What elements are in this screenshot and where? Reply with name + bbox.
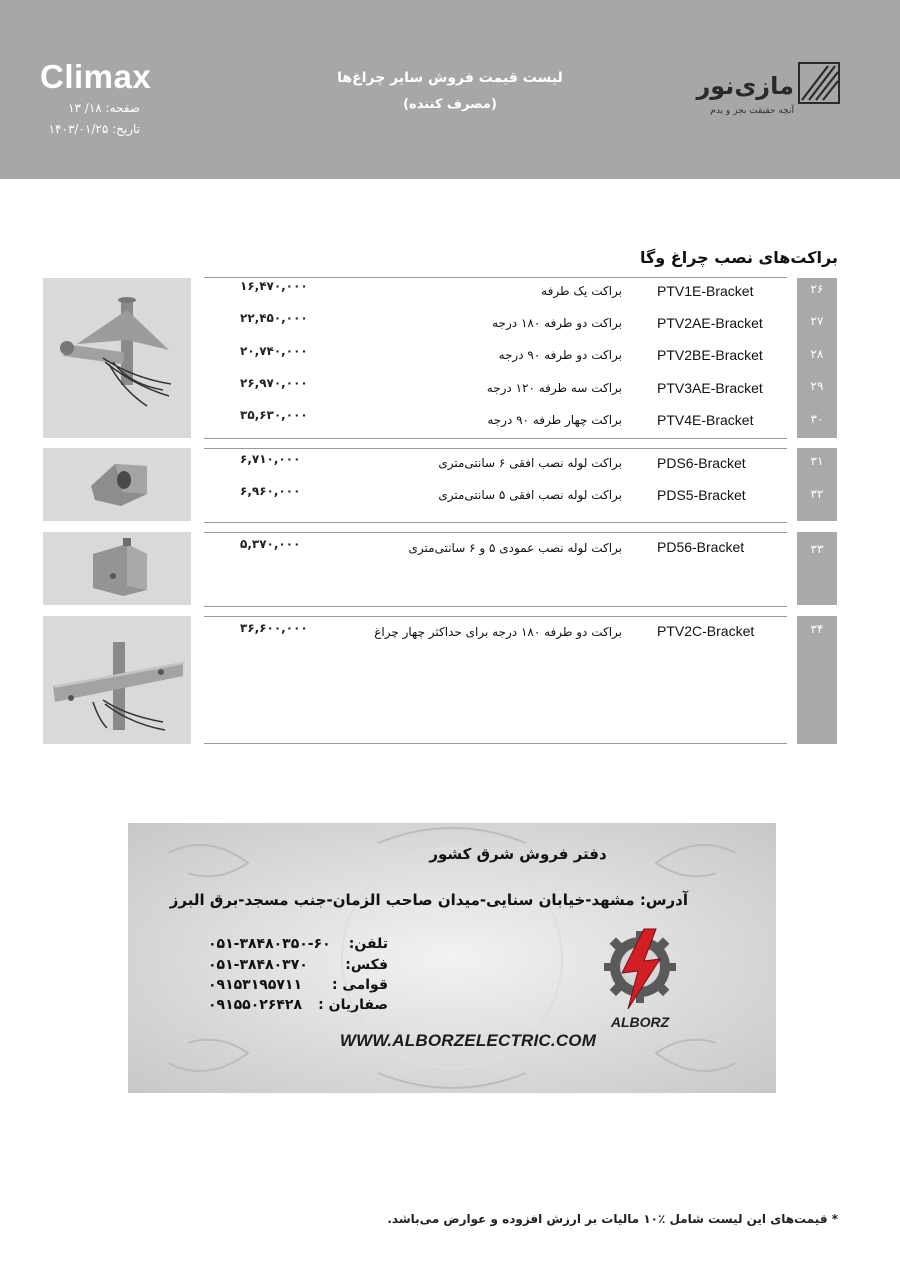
website-link[interactable]: WWW.ALBORZELECTRIC.COM bbox=[339, 1031, 597, 1050]
document-subtitle: (مصرف کننده) bbox=[403, 97, 497, 112]
row-divider bbox=[204, 616, 787, 617]
product-image-ptv2c-bracket bbox=[43, 616, 191, 744]
row-number: ۲۸ bbox=[810, 347, 824, 361]
number-column-group-3 bbox=[797, 532, 837, 605]
row-number: ۳۴ bbox=[810, 622, 824, 636]
product-code: PDS6-Bracket bbox=[657, 455, 746, 471]
office-title: دفتر فروش شرق کشور bbox=[429, 845, 607, 863]
brand-name: Climax bbox=[40, 58, 152, 95]
product-description: براکت لوله نصب افقی ۵ سانتی‌متری bbox=[438, 488, 622, 502]
contact-label: تلفن: bbox=[348, 936, 388, 952]
contact-label: قوامی : bbox=[331, 977, 388, 993]
product-description: براکت دو طرفه ۱۸۰ درجه bbox=[492, 316, 622, 330]
contact-phone bbox=[208, 936, 388, 956]
product-code: PTV2C-Bracket bbox=[657, 623, 755, 639]
row-divider bbox=[204, 532, 787, 533]
row-divider bbox=[204, 438, 787, 439]
product-price: ۶,۹۶۰,۰۰۰ bbox=[240, 484, 301, 498]
product-description: براکت لوله نصب افقی ۶ سانتی‌متری bbox=[438, 456, 622, 470]
product-description: براکت یک طرفه bbox=[541, 284, 622, 298]
product-code: PDS5-Bracket bbox=[657, 487, 746, 503]
contact-ghavami bbox=[208, 977, 388, 997]
row-number: ۳۲ bbox=[810, 487, 824, 501]
row-number: ۲۹ bbox=[810, 379, 824, 393]
tax-footnote: * قیمت‌های این لیست شامل ٪۱۰ مالیات بر ارزش افزوده و عوارض می‌باشد. bbox=[387, 1212, 838, 1226]
product-description: براکت دو طرفه ۹۰ درجه bbox=[498, 348, 622, 362]
sales-office-banner bbox=[128, 823, 776, 1093]
product-code: PTV1E-Bracket bbox=[657, 283, 754, 299]
row-divider bbox=[204, 743, 787, 744]
product-code: PTV4E-Bracket bbox=[657, 412, 754, 428]
product-code: PD56-Bracket bbox=[657, 539, 745, 555]
office-address: آدرس: مشهد-خیابان سنایی-میدان صاحب الزمان-جنب مسجد-برق البرز bbox=[169, 891, 688, 909]
product-description: براکت لوله نصب عمودی ۵ و ۶ سانتی‌متری bbox=[408, 541, 622, 555]
contact-value: ۰۹۱۵۵۰۲۶۴۲۸ bbox=[208, 997, 302, 1013]
row-divider bbox=[204, 277, 787, 278]
row-number: ۳۰ bbox=[810, 412, 824, 426]
bracket-illustration bbox=[43, 278, 191, 438]
product-description: براکت چهار طرفه ۹۰ درجه bbox=[487, 413, 622, 427]
product-price: ۲۶,۹۷۰,۰۰۰ bbox=[240, 376, 308, 390]
row-divider bbox=[204, 448, 787, 449]
page-header bbox=[0, 0, 900, 179]
logo-slogan: آنچه حقیقت بجز و یدم bbox=[710, 106, 794, 116]
row-number: ۲۶ bbox=[810, 282, 824, 296]
product-code: PTV2AE-Bracket bbox=[657, 315, 763, 331]
product-description: براکت سه طرفه ۱۲۰ درجه bbox=[486, 381, 622, 395]
contact-value: ۰۵۱-۳۸۴۸۰۳۷۰ bbox=[208, 957, 308, 973]
product-code: PTV2BE-Bracket bbox=[657, 347, 763, 363]
contact-saffarian bbox=[208, 997, 388, 1017]
section-title: براکت‌های نصب چراغ وگا bbox=[639, 248, 838, 267]
contact-fax bbox=[208, 957, 388, 977]
row-number: ۳۱ bbox=[810, 454, 824, 468]
row-divider bbox=[204, 522, 787, 523]
maxinoor-logo bbox=[697, 58, 842, 128]
product-description: براکت دو طرفه ۱۸۰ درجه برای حداکثر چهار چراغ bbox=[374, 625, 622, 639]
number-column-group-2 bbox=[797, 448, 837, 521]
product-image-pds-bracket bbox=[43, 448, 191, 521]
row-divider bbox=[204, 606, 787, 607]
product-price: ۳۵,۶۳۰,۰۰۰ bbox=[240, 408, 308, 422]
contact-value: ۰۹۱۵۳۱۹۵۷۱۱ bbox=[208, 977, 302, 993]
cross-arm-bracket-illustration bbox=[43, 616, 191, 744]
contact-label: فکس: bbox=[345, 957, 388, 973]
maxinoor-logo-icon bbox=[798, 62, 840, 104]
product-price: ۱۶,۴۷۰,۰۰۰ bbox=[240, 279, 308, 293]
product-code: PTV3AE-Bracket bbox=[657, 380, 763, 396]
row-number: ۳۳ bbox=[810, 542, 824, 556]
product-price: ۳۶,۶۰۰,۰۰۰ bbox=[240, 621, 308, 635]
number-column-group-4 bbox=[797, 616, 837, 744]
product-price: ۲۰,۷۴۰,۰۰۰ bbox=[240, 344, 308, 358]
pipe-bracket-illustration bbox=[43, 448, 191, 521]
document-date: تاریخ: ۱۴۰۳/۰۱/۲۵ bbox=[48, 122, 140, 136]
contact-value: ۰۵۱-۳۸۴۸۰۳۵۰-۶۰ bbox=[208, 936, 331, 952]
product-price: ۲۲,۴۵۰,۰۰۰ bbox=[240, 311, 308, 325]
alborz-logo-text: ALBORZ bbox=[610, 1014, 670, 1030]
logo-wordmark: مازی‌نور bbox=[696, 72, 794, 100]
number-column-group-1 bbox=[797, 278, 837, 438]
vertical-pipe-bracket-illustration bbox=[43, 532, 191, 605]
document-title: لیست قیمت فروش سایر چراغ‌ها bbox=[337, 70, 563, 86]
product-price: ۵,۳۷۰,۰۰۰ bbox=[240, 537, 301, 551]
product-image-pd56-bracket bbox=[43, 532, 191, 605]
row-number: ۲۷ bbox=[810, 314, 824, 328]
contact-label: صفاریان : bbox=[318, 997, 388, 1013]
product-price: ۶,۷۱۰,۰۰۰ bbox=[240, 452, 301, 466]
page-number: صفحه: ۱۸/ ۱۳ bbox=[68, 101, 140, 115]
product-image-ptv-bracket bbox=[43, 278, 191, 438]
